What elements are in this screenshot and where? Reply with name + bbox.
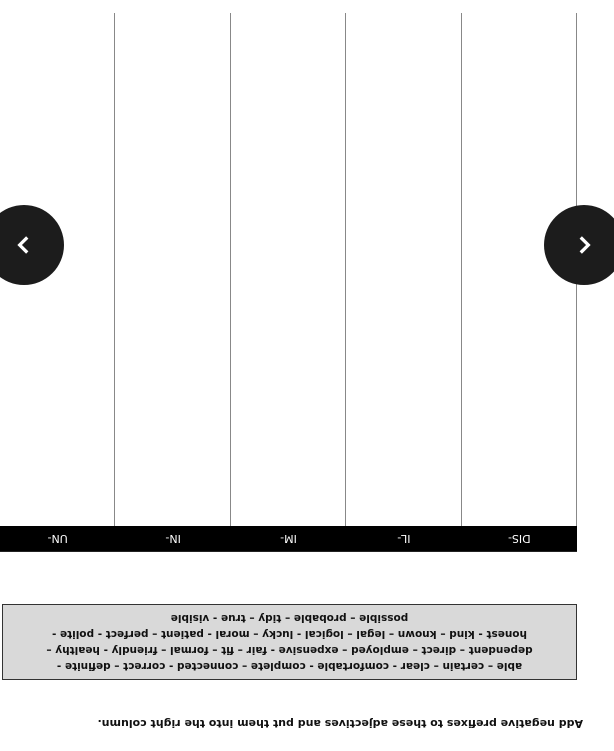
table-header (0, 526, 577, 551)
column-header-im: IM- (280, 532, 297, 545)
column-cell-im[interactable] (230, 13, 345, 526)
column-cell-in[interactable] (114, 13, 229, 526)
column-header-un: UN- (47, 532, 68, 545)
word-line: honest - kind – known – legal – logical - lucky – moral - patient – perfect - polite - (51, 628, 528, 640)
chevron-right-icon (11, 232, 37, 258)
table-body (0, 13, 577, 526)
word-line: able – certain – clear - comfortable - complete – connected - correct – definite - (56, 660, 523, 672)
column-cell-il[interactable] (345, 13, 460, 526)
instruction-text: Add negative prefixes to these adjectives and put them into the right column. (97, 717, 583, 730)
chevron-left-icon (571, 232, 597, 258)
prefix-table (0, 13, 577, 552)
word-bank (2, 604, 577, 680)
prev-button[interactable] (544, 205, 614, 285)
column-header-dis: DIS- (507, 532, 531, 545)
word-line: possible – probable – tidy – true - visible (170, 612, 409, 624)
column-header-il: IL- (397, 532, 411, 545)
column-header-in: IN- (165, 532, 181, 545)
word-line: dependent – direct – employed – expensive - fair – fit – formal – friendly - healthy – (46, 644, 533, 656)
